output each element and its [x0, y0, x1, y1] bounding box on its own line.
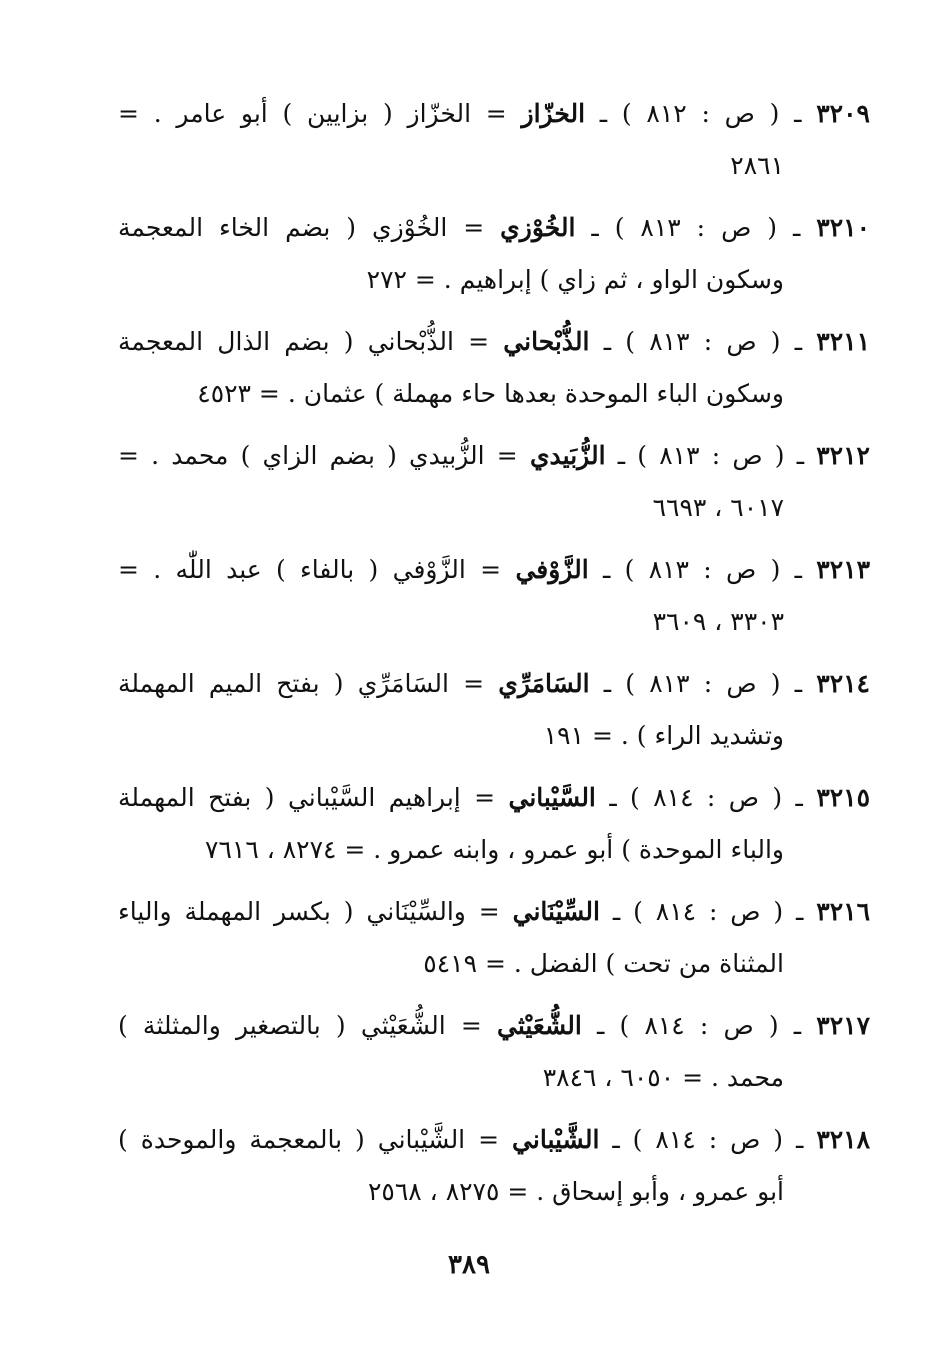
entry-line-2: محمد . = ٦٠٥٠ ، ٣٨٤٦ — [542, 1063, 784, 1092]
entry-keyword: الخزّاز — [521, 99, 586, 128]
entry-number: ٣٢١٧ — [816, 1011, 871, 1040]
entry-line-2: والباء الموحدة ) أبو عمرو ، وابنه عمرو . = ٨٢٧٤ ، ٧٦١٦ — [205, 835, 784, 864]
page-number: ٣٨٩ — [448, 1250, 490, 1280]
entry-keyword: السَامَرِّي — [498, 669, 590, 698]
page-reference: ـ ( ص : ٨١٤ ) ـ — [612, 1125, 804, 1154]
entry-number: ٣٢١٨ — [816, 1125, 871, 1154]
entry-line-1 — [118, 544, 870, 596]
entry-line-2: المثناة من تحت ) الفضل . = ٥٤١٩ — [423, 949, 784, 978]
entry-keyword: الذُّبْحاني — [503, 327, 590, 356]
entry-line-1 — [118, 88, 870, 140]
entry-line-1 — [118, 430, 870, 482]
entry-number: ٣٢١٦ — [816, 897, 870, 926]
entry-3214 — [118, 658, 870, 762]
entry-list — [118, 88, 870, 1228]
entry-number: ٣٢١٠ — [816, 213, 870, 242]
entry-text: = الخُوْزي ( بضم الخاء المعجمة — [118, 213, 485, 242]
entry-text: = إبراهيم السَّيْباني ( بفتح المهملة — [118, 783, 496, 812]
entry-line-2: وسكون الواو ، ثم زاي ) إبراهيم . = ٢٧٢ — [366, 265, 784, 294]
entry-3218 — [118, 1114, 870, 1218]
entry-text: = الشُّعَيْثي ( بالتصغير والمثلثة ) — [118, 1011, 482, 1040]
entry-number: ٣٢٠٩ — [816, 99, 870, 128]
entry-keyword: الزَّوْفي — [515, 555, 589, 584]
page-reference: ـ ( ص : ٨١٣ ) ـ — [617, 441, 805, 470]
page-reference: ـ ( ص : ٨١٣ ) ـ — [603, 327, 803, 356]
entry-3213 — [118, 544, 870, 648]
entry-line-1 — [118, 202, 870, 254]
entry-line-1 — [118, 1000, 870, 1052]
page-reference: ـ ( ص : ٨١٤ ) ـ — [597, 1011, 802, 1040]
entry-number: ٣٢١٥ — [816, 783, 871, 812]
entry-3212 — [118, 430, 870, 534]
entry-text: = الشَّيْباني ( بالمعجمة والموحدة ) — [118, 1125, 500, 1154]
page-reference: ـ ( ص : ٨١٣ ) ـ — [603, 669, 803, 698]
entry-text: = الزُّبيدي ( بضم الزاي ) محمد . = — [118, 441, 518, 470]
entry-line-1 — [118, 1114, 870, 1166]
entry-number: ٣٢١١ — [816, 327, 871, 356]
entry-line-1 — [118, 886, 870, 938]
entry-text: = الذُّبْحاني ( بضم الذال المعجمة — [118, 327, 490, 356]
page-reference: ـ ( ص : ٨١٣ ) ـ — [591, 213, 801, 242]
entry-line-1 — [118, 316, 870, 368]
entry-keyword: الخُوْزي — [500, 213, 576, 242]
page-reference: ـ ( ص : ٨١٢ ) ـ — [599, 99, 802, 128]
entry-line-1 — [118, 658, 870, 710]
entry-line-1 — [118, 772, 870, 824]
entry-line-2: ٦٠١٧ ، ٦٦٩٣ — [652, 493, 784, 522]
entry-keyword: السِّيْنَاني — [512, 897, 600, 926]
page-reference: ـ ( ص : ٨١٣ ) ـ — [602, 555, 802, 584]
entry-keyword: الزُّبَيدي — [529, 441, 606, 470]
page-reference: ـ ( ص : ٨١٤ ) ـ — [612, 897, 804, 926]
entry-3210 — [118, 202, 870, 306]
entry-text: = السَامَرِّي ( بفتح الميم المهملة — [118, 669, 485, 698]
entry-line-2: وتشديد الراء ) . = ١٩١ — [543, 721, 784, 750]
entry-line-2: وسكون الباء الموحدة بعدها حاء مهملة ) عثمان . = ٤٥٢٣ — [197, 379, 784, 408]
entry-text: = والسِّيْنَاني ( بكسر المهملة والياء — [118, 897, 500, 926]
entry-line-2: ٢٨٦١ — [730, 151, 784, 180]
entry-3209 — [118, 88, 870, 192]
entry-number: ٣٢١٣ — [816, 555, 871, 584]
entry-line-2: ٣٣٠٣ ، ٣٦٠٩ — [652, 607, 784, 636]
entry-3215 — [118, 772, 870, 876]
entry-number: ٣٢١٢ — [816, 441, 870, 470]
entry-keyword: السَّيْباني — [508, 783, 596, 812]
entry-3216 — [118, 886, 870, 990]
entry-3211 — [118, 316, 870, 420]
entry-number: ٣٢١٤ — [816, 669, 870, 698]
entry-text: = الزَّوْفي ( بالفاء ) عبد اللّٰه . = — [118, 555, 502, 584]
entry-line-2: أبو عمرو ، وأبو إسحاق . = ٨٢٧٥ ، ٢٥٦٨ — [368, 1177, 784, 1206]
entry-keyword: الشَّيْباني — [512, 1125, 600, 1154]
page-reference: ـ ( ص : ٨١٤ ) ـ — [609, 783, 803, 812]
entry-3217 — [118, 1000, 870, 1104]
entry-keyword: الشُّعَيْثي — [496, 1011, 582, 1040]
entry-text: = الخزّاز ( بزايين ) أبو عامر . = — [118, 99, 507, 128]
